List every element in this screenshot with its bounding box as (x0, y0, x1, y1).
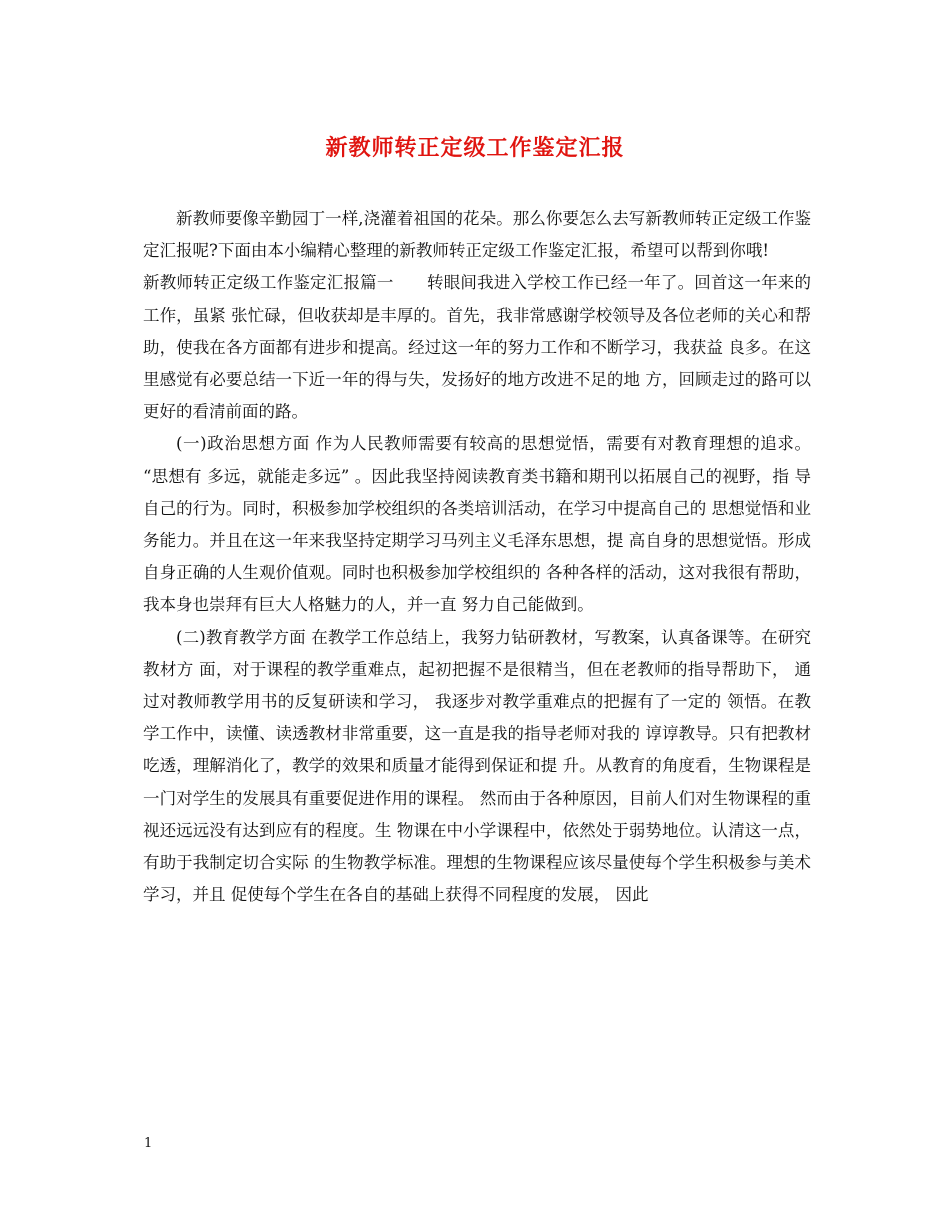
document-title: 新教师转正定级工作鉴定汇报 (325, 135, 625, 161)
paragraph-intro: 新教师要像辛勤园丁一样,浇灌着祖国的花朵。那么你要怎么去写新教师转正定级工作鉴定汇报呢?下面由本小编精心整理的新教师转正定级工作鉴定汇报，希望可以帮到你哦! (143, 209, 811, 261)
document-body (143, 203, 811, 911)
page-number: 1 (144, 1136, 153, 1151)
paragraph-political-thought: (一)政治思想方面 作为人民教师需要有较高的思想觉悟，需要有对教育理想的追求。 “思想有 多远，就能走多远” 。因此我坚持阅读教育类书籍和期刊以拓展自己的视野，指 导自己的行为。同时，积极参加学校组织的各类培训活动，在学习中提高自己的 思想觉悟和业务能力。并且在这一年来我坚持定期学习马列主义毛泽东思想，提 高自身的思想觉悟。形成自身正确的人生观价值观。同时也积极参加学校组织的 各种各样的活动，这对我很有帮助，我本身也崇拜有巨大人格魅力的人，并一直 努力自己能做到。 (143, 434, 811, 615)
paragraph-teaching: (二)教育教学方面 在教学工作总结上，我努力钻研教材，写教案，认真备课等。在研究教材方 面，对于课程的教学重难点，起初把握不是很精当，但在老教师的指导帮助下， 通过对教师教学用书的反复研读和学习， 我逐步对教学重难点的把握有了一定的 领悟。在教学工作中，读懂、读透教材非常重要，这一直是我的指导老师对我的 谆谆教导。只有把教材吃透，理解消化了，教学的效果和质量才能得到保证和提 升。从教育的角度看，生物课程是一门对学生的发展具有重要促进作用的课程。 然而由于各种原因，目前人们对生物课程的重视还远远没有达到应有的程度。生 物课在中小学课程中，依然处于弱势地位。认清这一点，有助于我制定切合实际 的生物教学标准。理想的生物课程应该尽量使每个学生积极参与美术学习，并且 促使每个学生在各自的基础上获得不同程度的发展， 因此 (143, 627, 811, 905)
paragraph-section-one: 新教师转正定级工作鉴定汇报篇一 转眼间我进入学校工作已经一年了。回首这一年来的工作，虽紧 张忙碌，但收获却是丰厚的。首先，我非常感谢学校领导及各位老师的关心和帮 助，使我在各方面都有进步和提高。经过这一年的努力工作和不断学习，我获益 良多。在这里感觉有必要总结一下近一年的得与失，发扬好的地方改进不足的地 方，回顾走过的路可以更好的看清前面的路。 (143, 273, 811, 422)
